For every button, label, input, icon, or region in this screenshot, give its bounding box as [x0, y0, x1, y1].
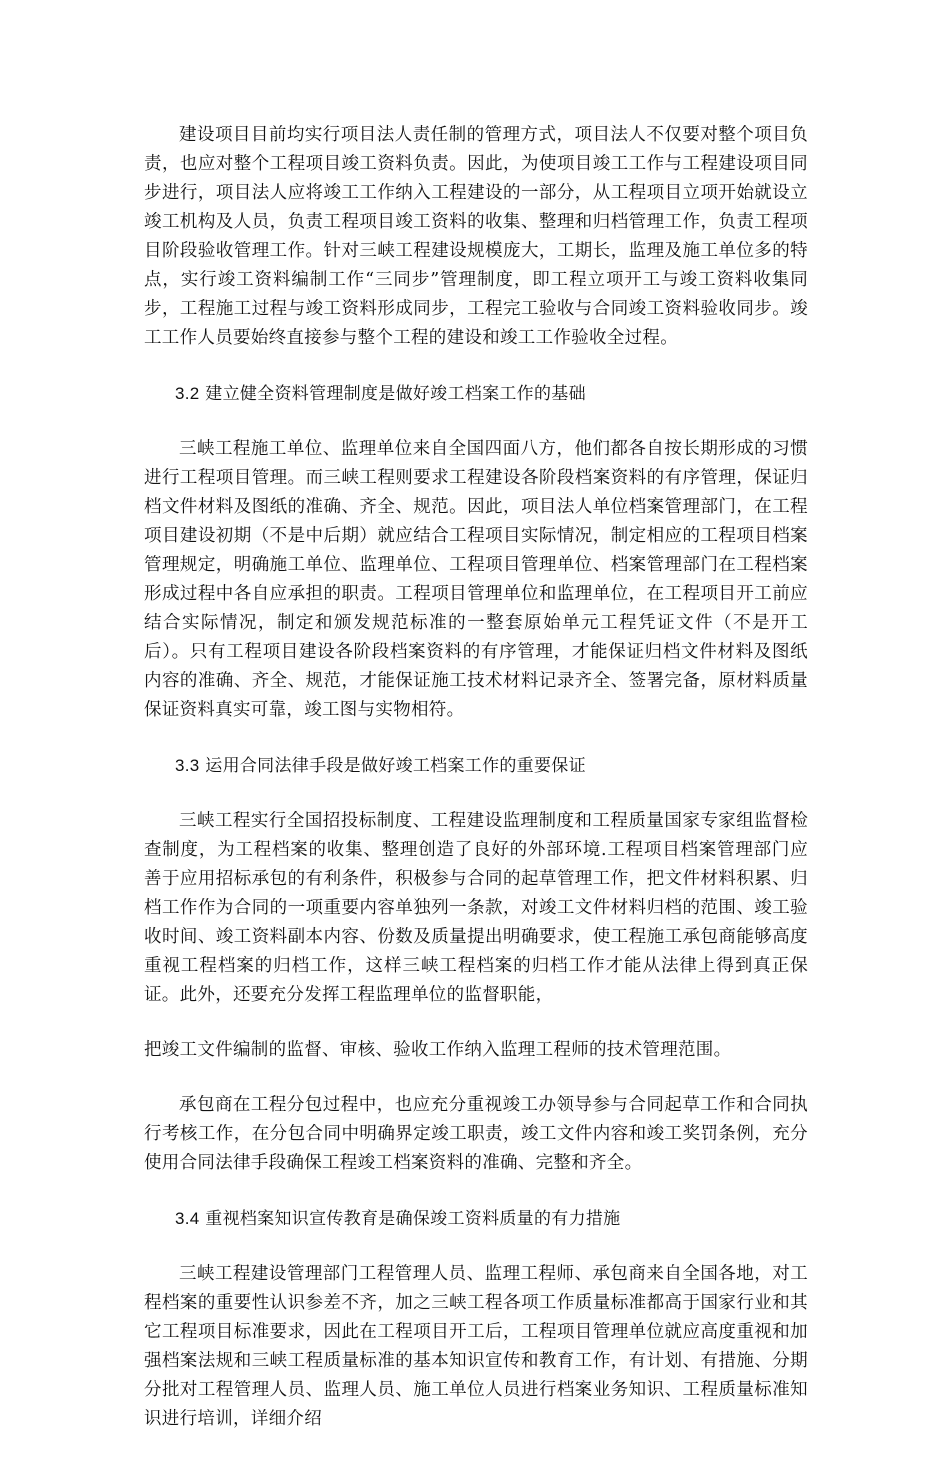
section-number: 3.4	[175, 1209, 200, 1228]
section-heading-3-2	[144, 379, 808, 409]
section-heading-3-3	[144, 751, 808, 781]
section-number: 3.3	[175, 756, 200, 775]
paragraph-management-system: 三峡工程施工单位、监理单位来自全国四面八方，他们都各自按长期形成的习惯进行工程项目管理。而三峡工程则要求工程建设各阶段档案资料的有序管理，保证归档文件材料及图纸的准确、齐全、规范。因此，项目法人单位档案管理部门，在工程项目建设初期（不是中后期）就应结合工程项目实际情况，制定相应的工程项目档案管理规定，明确施工单位、监理单位、工程项目管理单位、档案管理部门在工程档案形成过程中各自应承担的职责。工程项目管理单位和监理单位，在工程项目开工前应结合实际情况，制定和颁发规范标准的一整套原始单元工程凭证文件（不是开工后）。只有工程项目建设各阶段档案资料的有序管理，才能保证归档文件材料及图纸内容的准确、齐全、规范，才能保证施工技术材料记录齐全、签署完备，原材料质量保证资料真实可靠，竣工图与实物相符。	[144, 439, 808, 720]
section-number: 3.2	[175, 384, 200, 403]
paragraph-contract-law: 三峡工程实行全国招投标制度、工程建设监理制度和工程质量国家专家组监督检查制度，为工程档案的收集、整理创造了良好的外部环境.工程项目档案管理部门应善于应用招标承包的有利条件，积极参与合同的起草管理工作，把文件材料积累、归档工作作为合同的一项重要内容单独列一条款，对竣工文件材料归档的范围、竣工验收时间、竣工资料副本内容、份数及质量提出明确要求，使工程施工承包商能够高度重视工程档案的归档工作，这样三峡工程档案的归档工作才能从法律上得到真正保证。此外，还要充分发挥工程监理单位的监督职能，	[144, 811, 808, 1005]
paragraph-archive-education: 三峡工程建设管理部门工程管理人员、监理工程师、承包商来自全国各地，对工程档案的重要性认识参差不齐，加之三峡工程各项工作质量标准都高于国家行业和其它工程项目标准要求，因此在工程项目开工后，工程项目管理单位就应高度重视和加强档案法规和三峡工程质量标准的基本知识宣传和教育工作，有计划、有措施、分期分批对工程管理人员、监理人员、施工单位人员进行档案业务知识、工程质量标准知识进行培训，详细介绍	[144, 1264, 808, 1429]
document-body	[144, 121, 808, 1460]
paragraph-project-legal-person: 建设项目目前均实行项目法人责任制的管理方式，项目法人不仅要对整个项目负责，也应对整个工程项目竣工资料负责。因此，为使项目竣工工作与工程建设项目同步进行，项目法人应将竣工工作纳入工程建设的一部分，从工程项目立项开始就设立竣工机构及人员，负责工程项目竣工资料的收集、整理和归档管理工作，负责工程项目阶段验收管理工作。针对三峡工程建设规模庞大，工期长，监理及施工单位多的特点，实行竣工资料编制工作“三同步”管理制度，即工程立项开工与竣工资料收集同步，工程施工过程与竣工资料形成同步，工程完工验收与合同竣工资料验收同步。竣工工作人员要始终直接参与整个工程的建设和竣工工作验收全过程。	[144, 125, 808, 348]
section-title: 运用合同法律手段是做好竣工档案工作的重要保证	[205, 756, 586, 776]
section-title: 重视档案知识宣传教育是确保竣工资料质量的有力措施	[205, 1209, 621, 1229]
section-title: 建立健全资料管理制度是做好竣工档案工作的基础	[205, 384, 586, 404]
paragraph-supervision-scope: 把竣工文件编制的监督、审核、验收工作纳入监理工程师的技术管理范围。	[144, 1040, 732, 1060]
section-heading-3-4	[144, 1204, 808, 1234]
paragraph-subcontract: 承包商在工程分包过程中，也应充分重视竣工办领导参与合同起草工作和合同执行考核工作，在分包合同中明确界定竣工职责，竣工文件内容和竣工奖罚条例，充分使用合同法律手段确保工程竣工档案资料的准确、完整和齐全。	[144, 1095, 808, 1173]
